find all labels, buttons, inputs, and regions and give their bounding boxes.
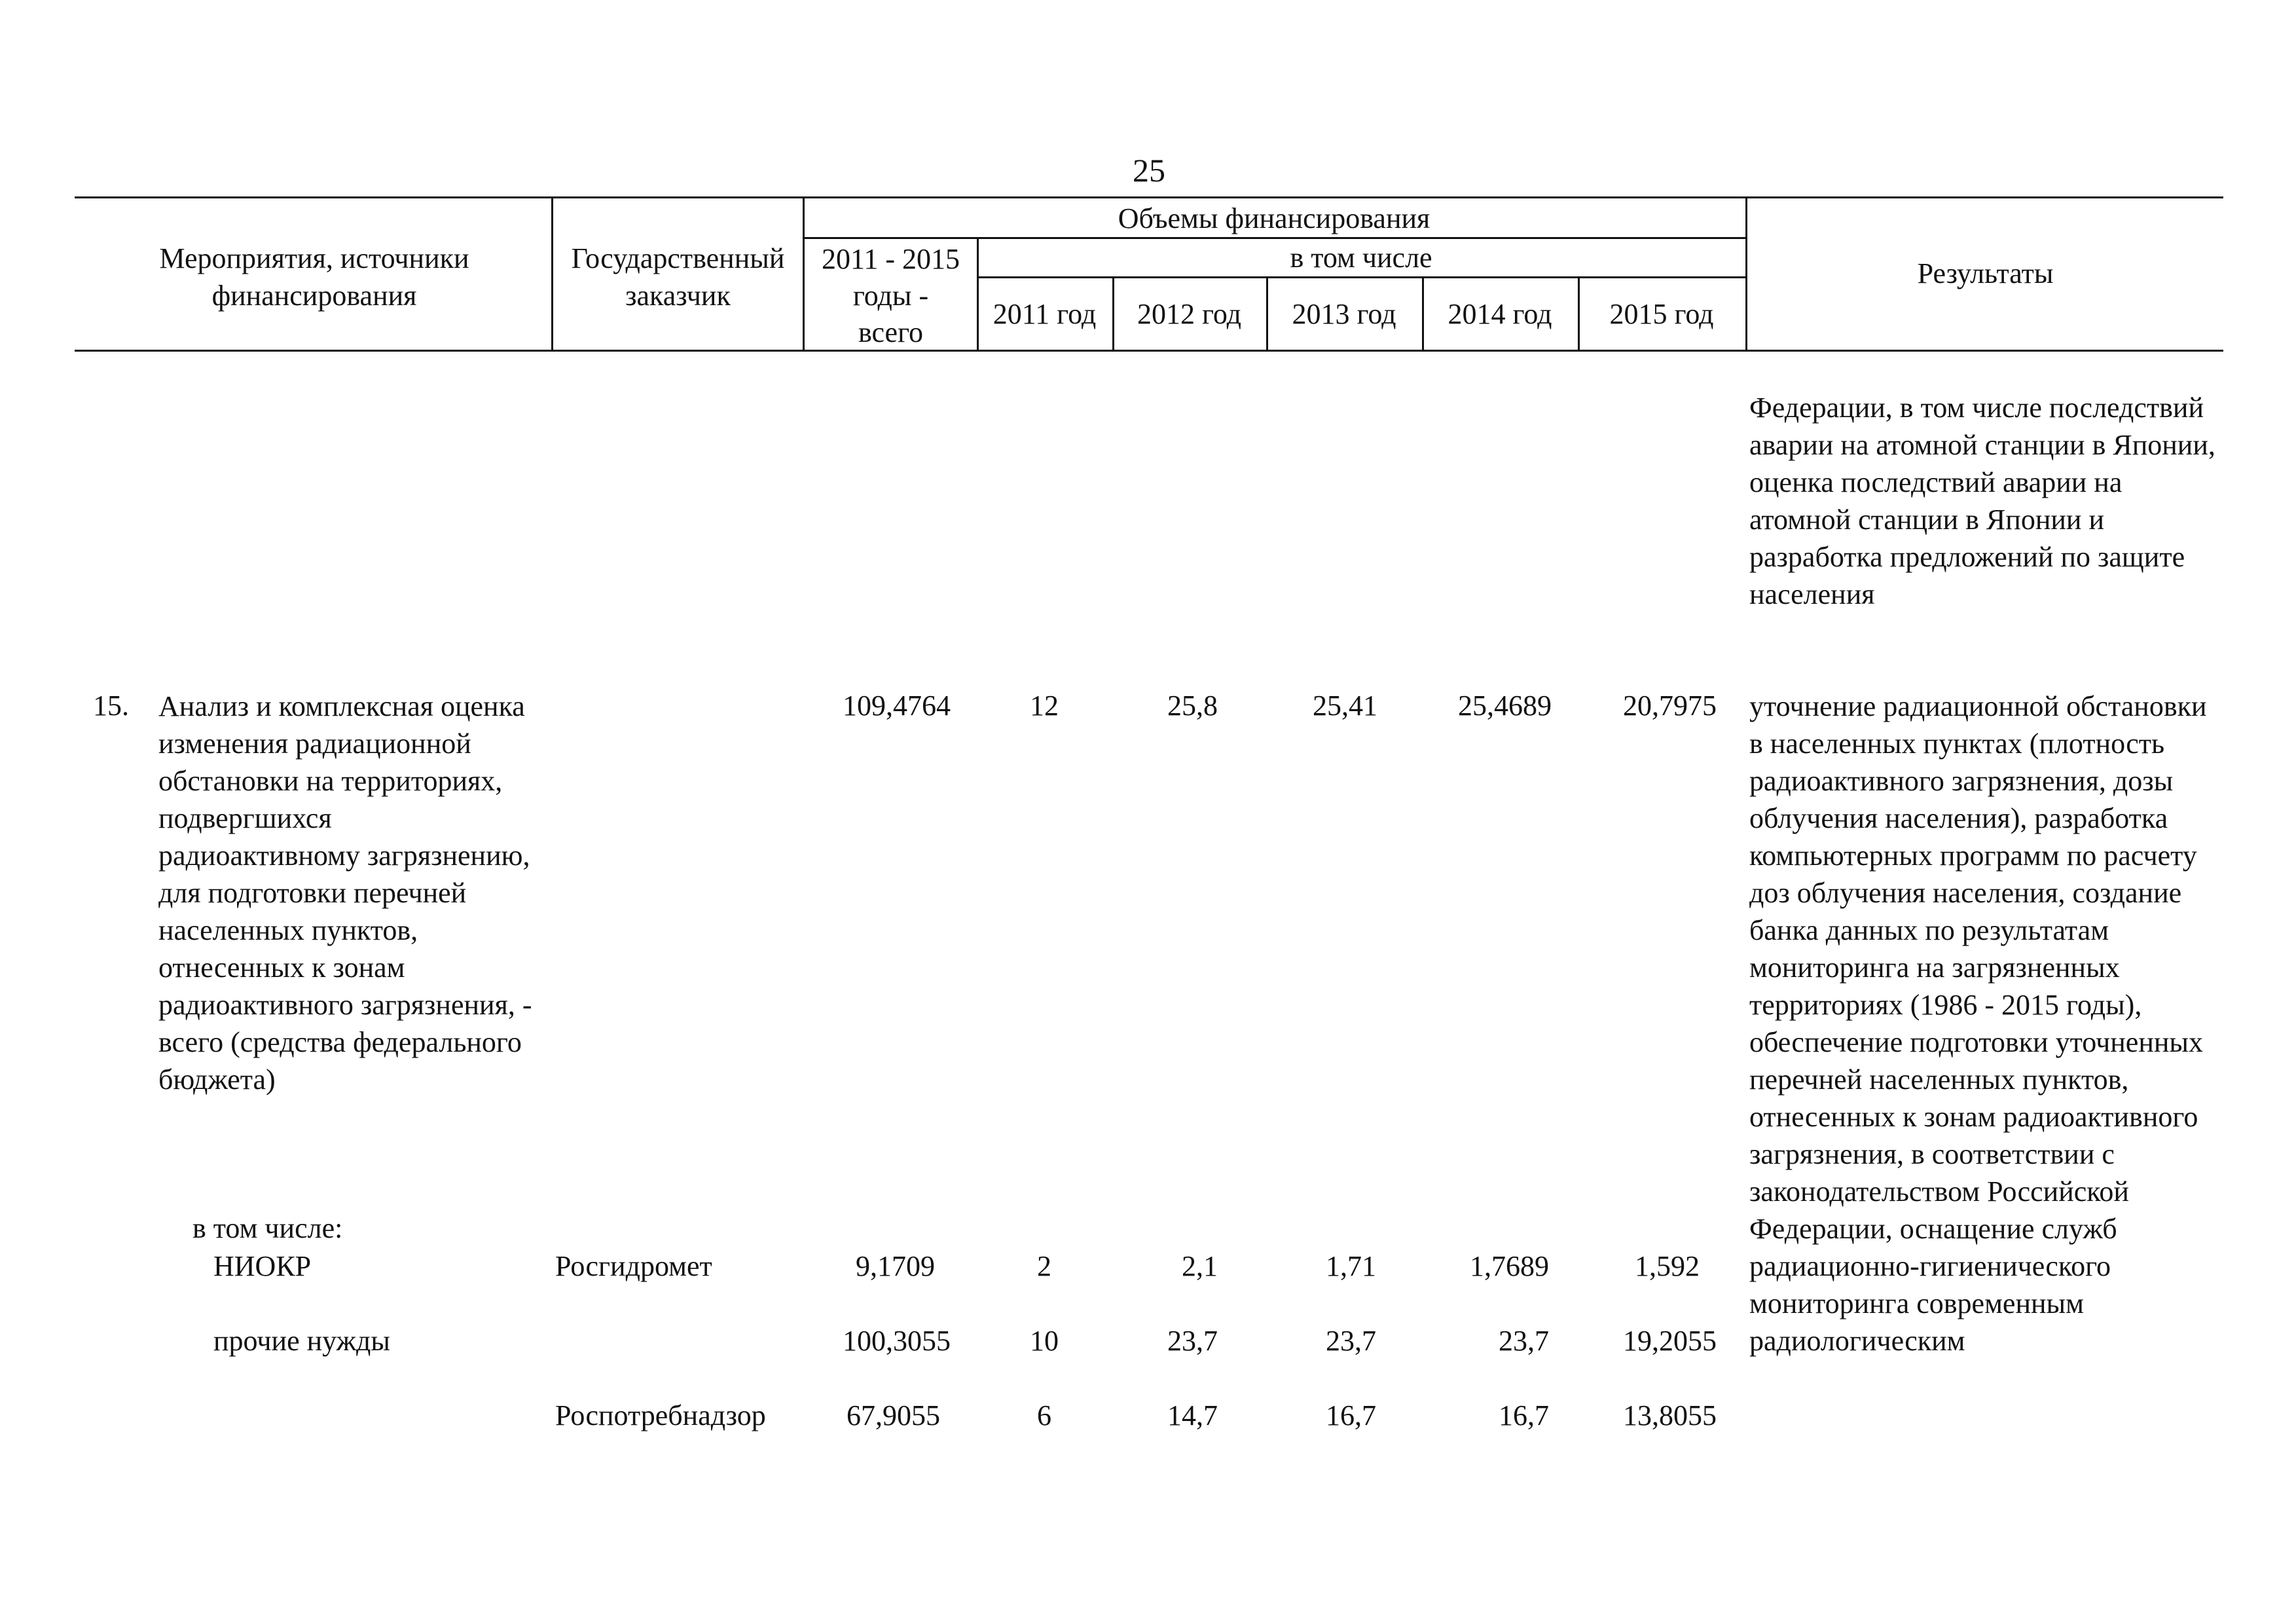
continued-result-text: Федерации, в том числе последствий аварии на атомной станции в Японии, оценка последствий аварии на атомной станции в Японии и разработка предложений по защите населения: [1749, 392, 2215, 610]
row-2015: 19,2055: [1623, 1325, 1717, 1357]
header-year-2013: 2013 год: [1292, 298, 1396, 330]
table-top-rule: [75, 196, 2223, 198]
row-customer: Роспотребнадзор: [555, 1399, 766, 1431]
header-activity: Мероприятия, источники финансирования: [159, 242, 469, 312]
page-number: 25: [1133, 152, 1165, 189]
row-2015: 1,592: [1635, 1250, 1700, 1282]
header-including: в том числе: [1290, 242, 1432, 274]
header-year-2015: 2015 год: [1609, 298, 1714, 330]
row-2014: 23,7: [1499, 1325, 1549, 1357]
header-year-2012: 2012 год: [1137, 298, 1242, 330]
value-2013: 25,41: [1313, 690, 1377, 722]
total-value: 109,4764: [843, 690, 951, 722]
including-label: в том числе:: [192, 1212, 343, 1244]
row-2013: 23,7: [1326, 1325, 1376, 1357]
row-2012: 2,1: [1182, 1250, 1218, 1282]
row-2012: 23,7: [1167, 1325, 1218, 1357]
header-results: Результаты: [1917, 257, 2054, 289]
header-customer: Государственный заказчик: [571, 242, 785, 312]
item-result-text: уточнение радиационной обстановки в населенных пунктах (плотность радиоактивного загрязнения, дозы облучения населения), разработка компьютерных программ по расчету доз облучения населения, создание банка данных по результатам мониторинга на загрязненных территориях (1986 - 2015 годы), обеспечение подготовки уточненных перечней населенных пунктов, отнесенных к зонам радиоактивного загрязнения, в соответствии с законодательством Российской Федерации, оснащение служб радиационно-гигиенического мониторинга современным радиологическим: [1749, 690, 2207, 1357]
row-label: НИОКР: [213, 1250, 312, 1282]
row-label: прочие нужды: [213, 1325, 390, 1357]
value-2015: 20,7975: [1623, 690, 1717, 722]
row-total: 100,3055: [843, 1325, 951, 1357]
header-total: 2011 - 2015 годы - всего: [821, 243, 960, 348]
item-title: Анализ и комплексная оценка изменения радиационной обстановки на территориях, подвергшихся радиоактивному загрязнению, для подготовки перечней населенных пунктов, отнесенных к зонам радиоактивного загрязнения, - всего (средства федерального бюджета): [158, 690, 532, 1096]
row-total: 67,9055: [847, 1399, 940, 1431]
row-customer: Росгидромет: [555, 1250, 712, 1282]
row-2011: 6: [1037, 1399, 1051, 1431]
row-2011: 10: [1030, 1325, 1059, 1357]
row-2013: 1,71: [1326, 1250, 1376, 1282]
value-2011: 12: [1030, 690, 1059, 722]
row-2015: 13,8055: [1623, 1399, 1717, 1431]
header-volumes: Объемы финансирования: [1118, 202, 1430, 234]
value-2012: 25,8: [1167, 690, 1218, 722]
row-2012: 14,7: [1167, 1399, 1218, 1431]
volumes-rule: [803, 237, 1745, 239]
row-total: 9,1709: [856, 1250, 935, 1282]
row-2013: 16,7: [1326, 1399, 1376, 1431]
header-year-2014: 2014 год: [1448, 298, 1552, 330]
table-header-bottom-rule: [75, 350, 2223, 352]
header-year-2011: 2011 год: [993, 298, 1097, 330]
including-rule: [977, 276, 1745, 278]
row-2014: 1,7689: [1470, 1250, 1549, 1282]
item-number: 15.: [93, 690, 129, 722]
value-2014: 25,4689: [1458, 690, 1552, 722]
row-2011: 2: [1037, 1250, 1051, 1282]
row-2014: 16,7: [1499, 1399, 1549, 1431]
